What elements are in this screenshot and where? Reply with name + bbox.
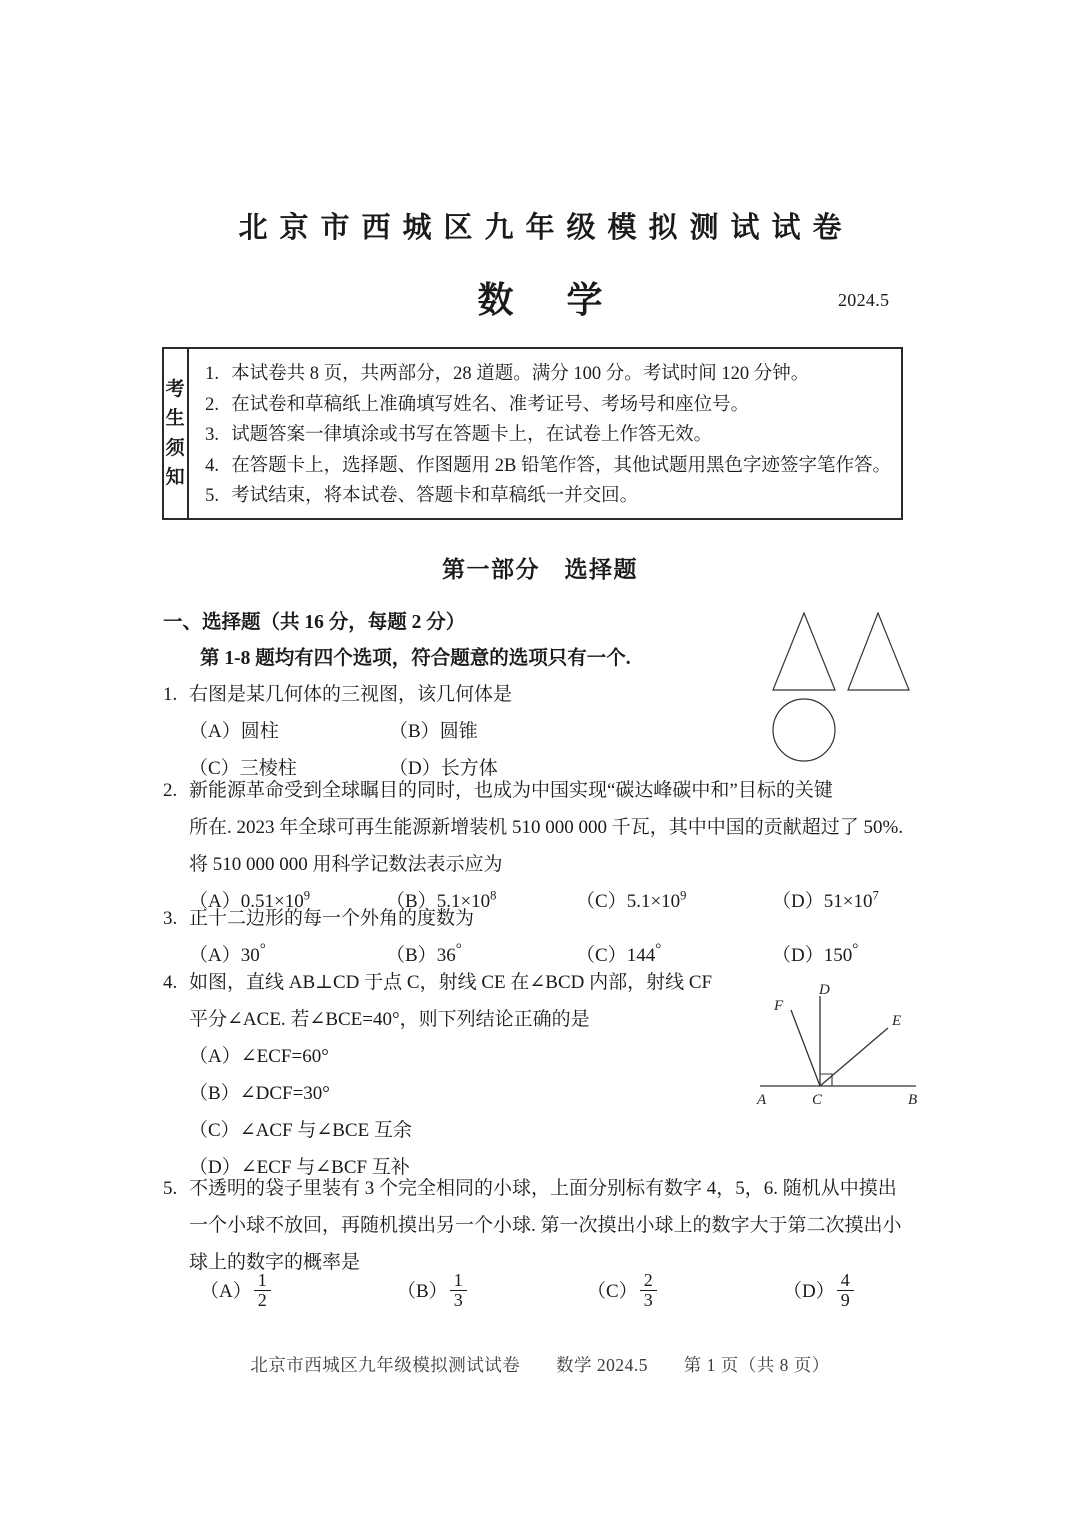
exam-date: 2024.5	[838, 290, 890, 310]
option-A[interactable]: （A）30°	[189, 940, 266, 966]
question-stem-line: 如图，直线 AB⊥CD 于点 C，射线 CE 在∠BCD 内部，射线 CF	[189, 972, 713, 993]
question-stem-line: 不透明的袋子里装有 3 个完全相同的小球，上面分别标有数字 4，5，6. 随机从中摸出	[189, 1178, 897, 1199]
option-C[interactable]: （C）∠ACF 与∠BCE 互余	[189, 1120, 412, 1141]
notice-item-number: 2.	[205, 394, 220, 415]
angle-diagram-figure	[748, 978, 928, 1115]
question-stem-line: 一个小球不放回，再随机摸出另一个小球. 第一次摸出小球上的数字大于第二次摸出小	[189, 1215, 902, 1236]
notice-item-number: 5.	[205, 486, 220, 506]
label-E: E	[892, 1013, 902, 1029]
question-stem: 正十二边形的每一个外角的度数为	[189, 908, 475, 929]
question-body	[189, 900, 923, 974]
notice-item	[205, 390, 891, 421]
front-view-triangle-icon	[773, 613, 835, 690]
question-stem-line: 球上的数字的概率是	[189, 1252, 361, 1273]
fraction: $\frac{2}{3}$	[640, 1271, 657, 1310]
question-stem: 右图是某几何体的三视图，该几何体是	[189, 684, 513, 705]
option-row	[189, 713, 763, 750]
subject-title: 数 学	[477, 280, 625, 320]
option-B[interactable]: （B） $\frac{1}{3}$	[397, 1273, 587, 1312]
label-F: F	[774, 998, 784, 1014]
option-B[interactable]: $(B)5.1\times 10^8$	[386, 888, 497, 912]
notice-box	[162, 347, 903, 520]
question-number: 3.	[163, 908, 178, 929]
question-5-options	[200, 1270, 920, 1312]
option-C[interactable]: （C）三棱柱	[189, 758, 297, 779]
label-B: B	[908, 1092, 918, 1108]
option-B[interactable]: （B）圆锥	[389, 721, 478, 742]
question-stem-line: 平分∠ACE. 若∠BCE=40°，则下列结论正确的是	[189, 1009, 590, 1030]
question-number: 5.	[163, 1178, 178, 1199]
page-footer	[0, 1352, 1080, 1377]
question-body	[189, 964, 763, 1186]
question-2	[163, 772, 923, 920]
notice-label-char: 知	[165, 466, 186, 488]
notice-label	[164, 349, 189, 518]
notice-item-text: 试题答案一律填涂或书写在答题卡上，在试卷上作答无效。	[231, 425, 713, 445]
option-A[interactable]: （A）∠ECF=60°	[189, 1046, 329, 1067]
question-stem-line: 新能源革命受到全球瞩目的同时，也成为中国实现“碳达峰碳中和”目标的关键	[189, 780, 833, 801]
notice-label-char: 生	[165, 408, 186, 430]
section-title: 一、选择题（共 16 分，每题 2 分）	[163, 612, 466, 633]
notice-item	[205, 481, 891, 512]
label-D: D	[819, 982, 830, 998]
option-D[interactable]: （D）150°	[772, 940, 859, 966]
footer-source: 北京市西城区九年级模拟测试试卷	[250, 1355, 521, 1375]
part-heading: 第一部分 选择题	[442, 557, 638, 582]
option-row	[200, 1270, 920, 1312]
notice-item-text: 考试结束，将本试卷、答题卡和草稿纸一并交回。	[231, 486, 639, 506]
label-A: A	[757, 1092, 767, 1108]
page-title: 北京市西城区九年级模拟测试试卷	[238, 212, 854, 244]
notice-item-text: 在试卷和草稿纸上准确填写姓名、准考证号、考场号和座位号。	[231, 394, 750, 415]
notice-list	[189, 349, 901, 518]
question-number: 2.	[163, 780, 178, 801]
option-A[interactable]: （A）圆柱	[189, 721, 279, 742]
fraction: $\frac{4}{9}$	[837, 1271, 854, 1310]
fraction: $\frac{1}{3}$	[450, 1271, 467, 1310]
question-body	[189, 1170, 923, 1281]
three-view-figure	[760, 605, 930, 770]
notice-item	[205, 420, 891, 451]
question-stem-line: 所在. 2023 年全球可再生能源新增装机 510 000 000 千瓦，其中中国的贡献超过了 50%.	[189, 817, 904, 838]
option-C[interactable]: $(C)5.1\times 10^9$	[576, 888, 687, 912]
question-number: 4.	[163, 972, 178, 993]
question-number: 1.	[163, 684, 178, 705]
question-stem-line: 将 510 000 000 用科学记数法表示应为	[189, 854, 503, 875]
option-D[interactable]: $(D)51\times 10^7$	[772, 888, 879, 912]
option-D[interactable]: （D） $\frac{4}{9}$	[783, 1273, 856, 1312]
notice-item-number: 3.	[205, 425, 220, 445]
ray-CE	[820, 1028, 888, 1086]
option-C[interactable]: （C）144°	[576, 940, 662, 966]
option-B[interactable]: （B）36°	[386, 940, 462, 966]
notice-item-number: 4.	[205, 455, 220, 476]
label-C: C	[812, 1092, 823, 1108]
question-4	[163, 964, 763, 1186]
side-view-triangle-icon	[848, 613, 909, 690]
notice-item-text: 本试卷共 8 页，共两部分，28 道题。满分 100 分。考试时间 120 分钟。	[231, 364, 810, 384]
notice-item	[205, 451, 891, 482]
option-B[interactable]: （B）∠DCF=30°	[189, 1083, 330, 1104]
notice-item	[205, 359, 891, 390]
fraction: $\frac{1}{2}$	[254, 1271, 271, 1310]
subject-row	[0, 272, 1080, 318]
section-note: 第 1-8 题均有四个选项，符合题意的选项只有一个.	[200, 648, 631, 669]
angle-diagram-svg	[748, 978, 928, 1110]
question-body	[189, 676, 763, 787]
top-view-circle-icon	[773, 699, 835, 761]
question-1	[163, 676, 763, 787]
footer-subject-date: 数学 2024.5	[556, 1355, 648, 1375]
option-D[interactable]: （D）∠ECF 与∠BCF 互补	[189, 1157, 410, 1178]
option-A[interactable]: （A） $\frac{1}{2}$	[200, 1273, 397, 1312]
notice-item-text: 在答题卡上，选择题、作图题用 2B 铅笔作答，其他试题用黑色字迹签字笔作答。	[231, 455, 891, 476]
notice-label-char: 考	[165, 378, 186, 400]
option-A[interactable]: $(A)0.51\times 10^9$	[189, 888, 310, 912]
option-C[interactable]: （C） $\frac{2}{3}$	[587, 1273, 783, 1312]
question-3	[163, 900, 923, 974]
footer-page-number: 第 1 页（共 8 页）	[683, 1355, 830, 1375]
option-D[interactable]: （D）长方体	[389, 758, 498, 779]
question-body	[189, 772, 923, 920]
notice-item-number: 1.	[205, 364, 220, 384]
question-5	[163, 1170, 923, 1281]
ray-CF	[791, 1010, 820, 1086]
three-view-svg	[760, 605, 930, 765]
notice-label-char: 须	[165, 437, 186, 459]
